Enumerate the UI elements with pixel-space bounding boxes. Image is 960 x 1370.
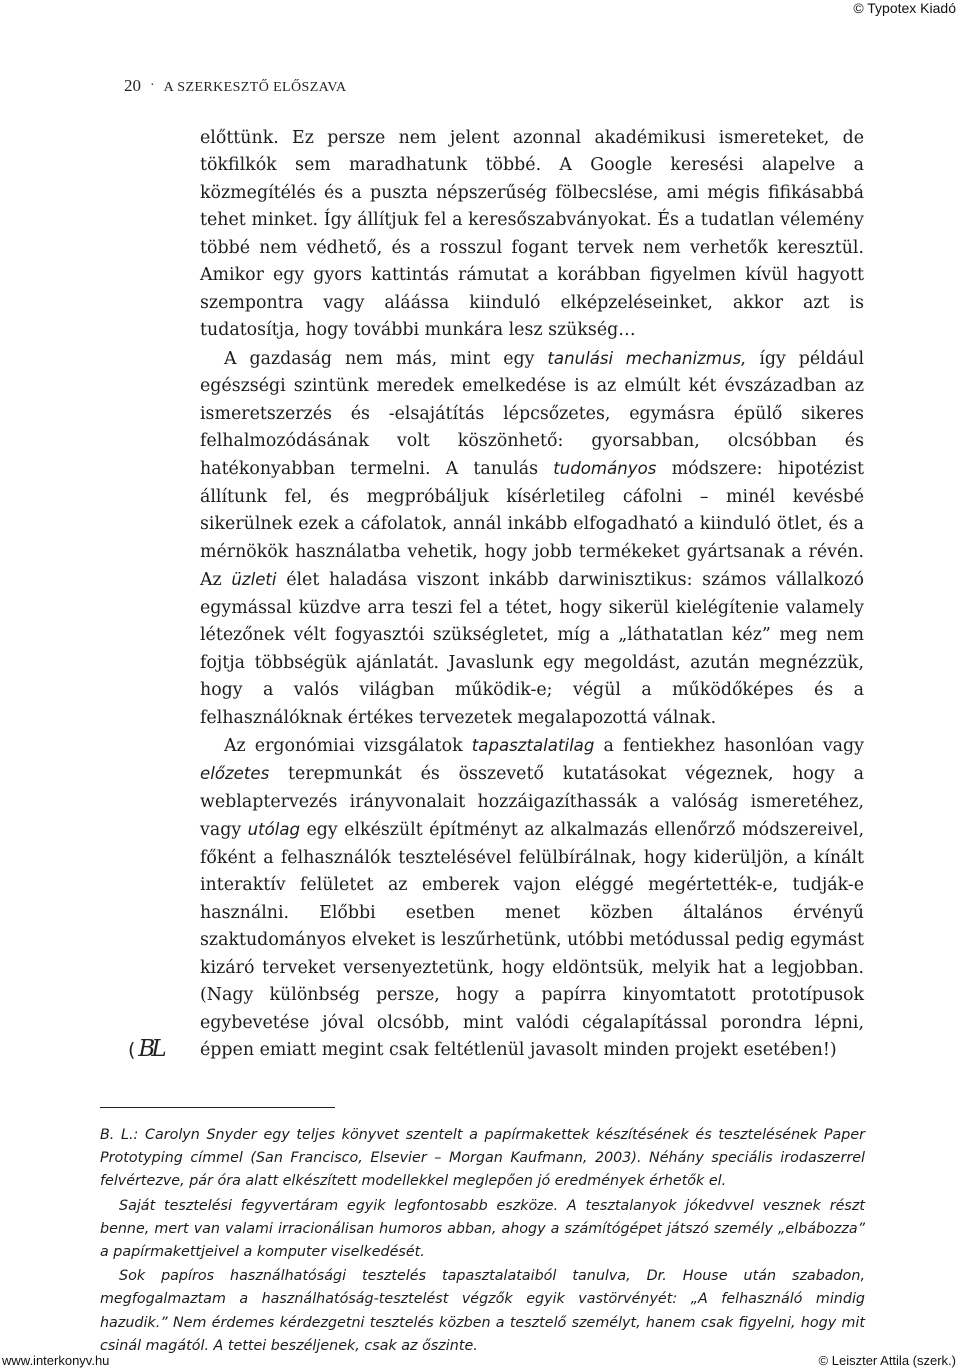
footnotes [100,1124,865,1358]
running-head [124,76,347,96]
text-segment: egy elkészült építményt az alkalmazás ellenőrző módszereivel, főként a felhasználók tesztelésével felülbírálnak, hogy kiderüljön, a kínált interaktív felületet az emberek vajon eléggé megértették-e, tudják-e használni. Előbbi esetben menet közben általános érvényű szaktudományos elveket is leszűrhetünk, utóbbi metódussal pedig egymást kizáró terveket versenyeztetünk, hogy eldöntsük, melyik hat a legjobban. (Nagy különbség persze, hogy a papírra kinyomtatott prototípusok egybevetése jóval olcsóbb, mint valódi cégalapítással porondra lépni, éppen emiatt megint csak feltétlenül javasolt minden projekt esetében!) [200,820,864,1060]
text-segment: a fentiekhez hasonlóan vagy [594,735,864,756]
main-text [200,125,864,1064]
emphasis-text: tapasztalatilag [471,735,595,755]
copyright-notice-top: © Typotex Kiadó [853,0,956,16]
paragraph-3 [200,732,864,1064]
text-segment: így például egészségi szintünk meredek emelkedése is az elmúlt két évszázadban az ismeretszerzés és -elsajátítás lépcsőzetes, egymásra épülő sikeres felhalmozódásának volt köszönhető: gyorsabban, olcsóbban és hatékonyabban termelni. A tanulás [200,348,865,480]
marker-initials: BL [138,1036,163,1062]
emphasis-text: üzleti [231,570,277,590]
website-url: www.interkonyv.hu [2,1353,110,1368]
text-segment: A gazdaság nem más, mint egy [224,348,548,369]
emphasis-text: tanulási mechanizmus, [547,348,747,368]
text-segment: Az ergonómiai vizsgálatok [224,735,472,756]
emphasis-text: előzetes [200,764,270,784]
copyright-notice-bottom: © Leiszter Attila (szerk.) [818,1353,956,1368]
footnote-paragraph: Sok papíros használhatósági tesztelés tapasztalataiból tanulva, Dr. House után szabadon, megfogalmaztam a használhatóság-tesztelést végzők egyik vastörvényét: „A felhasználó mindig hazudik.” Nem érdemes kérdezgetni tesztelés közben a tesztelő személyt, hanem csak figyelni, hogy mit csinál magától. A tettei beszéljenek, csak az őszinte. [100,1268,865,1354]
page-number: 20 [124,76,141,95]
marker-bracket: ( [128,1039,136,1061]
text-segment: élet haladása viszont inkább darwinisztikus: számos vállalkozó egymással küzdve arra teszi fel a tétet, hogy sikerül kielégítenie valamely létezőnek vélt fogyasztói szükségletet, míg a „láthatatlan kéz” meg nem fojtja többségük ajánlatát. Javaslunk egy megoldást, azután megnézzük, hogy a valós világban működik-e; végül a működőképes és a felhasználóknak értékes tervezetek megalapozottá válnak. [200,570,864,728]
emphasis-text: utólag [247,820,301,840]
separator-dot: · [150,78,155,93]
emphasis-text: tudományos [553,459,657,479]
text-segment: módszere: hipotézist állítunk fel, és megpróbáljuk kísérletileg cáfolni – minél kevésbé sikerülnek ezek a cáfolatok, annál inkább elfogadható a kiinduló ötlet, és a mérnökök használatba vehetik, hogy jobb termékeket gyártsanak a révén. Az [200,459,864,591]
footnote-divider [100,1107,335,1108]
paragraph-1 [200,125,864,345]
text-segment: terepmunkát és összevető kutatásokat végeznek, hogy a weblaptervezés irányvonalait hozzáigazíthassák a valóság ismeretéhez, vagy [200,764,864,841]
chapter-title: A SZERKESZTŐ ELŐSZAVA [163,80,347,95]
footnote-paragraph: Saját tesztelési fegyvertáram egyik legfontosabb eszköze. A tesztalanyok jókedvvel vesznek részt benne, mert van valami irracionálisan humoros abban, ahogy a számítógépet játszó személy „elbábozza” a papírmakettjeivel a komputer viselkedését. [100,1197,865,1261]
paragraph-2 [200,345,864,732]
footnote-paragraph: B. L.: Carolyn Snyder egy teljes könyvet szentelt a papírmakettek készítésének és tesztelésének Paper Prototyping címmel (San Francisco, Elsevier – Morgan Kaufmann, 2003). Néhány speciális irodaszerrel felvértezve, pár óra alatt elkészített modellekkel meglepően jó eredmények érhetők el. [100,1127,865,1190]
editor-note-marker [128,1036,163,1062]
paragraph-1-text: előttünk. Ez persze nem jelent azonnal akadémikusi ismereteket, de tökfilkók sem maradhatunk többé. A Google keresési alapelve a közmegítélés és a puszta népszerűség fölbecslése, ami mégis fifikásabbá tehet minket. Így állítjuk fel a keresőszabványokat. És a tudatlan vélemény többé nem védhető, és a rosszul fogant tervek nem verhetők keresztül. Amikor egy gyors kattintás rámutat a korábban figyelmen kívül hagyott szempontra vagy aláássa kiinduló elképzeléseinket, akkor azt is tudatosítja, hogy további munkára lesz szükség… [200,128,864,341]
